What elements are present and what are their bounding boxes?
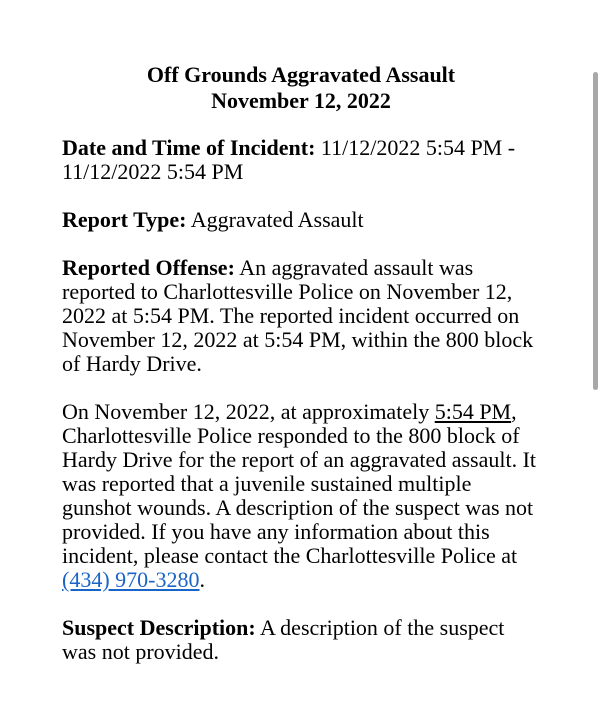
report-type-label: Report Type: <box>62 207 187 232</box>
report-type-value: Aggravated Assault <box>186 207 364 232</box>
date-time-value: 11/12/2022 5:54 PM - 11/12/2022 5:54 PM <box>62 135 516 184</box>
reported-offense-label: Reported Offense: <box>62 255 235 280</box>
scrollbar-thumb[interactable] <box>593 72 598 390</box>
narrative-intro: On November 12, 2022, at approximately <box>62 399 435 424</box>
phone-link[interactable]: (434) 970-3280 <box>62 567 200 592</box>
report-title <box>62 62 540 114</box>
narrative-time-link[interactable]: 5:54 PM <box>434 399 512 424</box>
report-type-section <box>62 208 540 232</box>
reported-offense-section <box>62 256 540 376</box>
suspect-description-section <box>62 616 540 664</box>
incident-report <box>62 62 540 688</box>
date-time-section <box>62 136 540 184</box>
title-line-2: November 12, 2022 <box>211 88 391 113</box>
date-time-label: Date and Time of Incident: <box>62 135 316 160</box>
reported-offense-value: An aggravated assault was reported to Charlottesville Police on November 12, 2022 at 5:54 PM. The reported incident occurred on November 12, 2022 at 5:54 PM, within the 800 block of Hardy Drive. <box>62 255 534 376</box>
narrative-end: . <box>199 567 205 592</box>
suspect-description-label: Suspect Description: <box>62 615 256 640</box>
narrative-body: , Charlottesville Police responded to the 800 block of Hardy Drive for the report of an aggravated assault. It was reported that a juvenile sustained multiple gunshot wounds. A description of the suspect was not provided. If you have any information about this incident, please contact the Charlottesville Police at <box>62 399 537 568</box>
narrative-section <box>62 400 540 592</box>
suspect-description-value: A description of the suspect was not provided. <box>62 615 505 664</box>
title-line-1: Off Grounds Aggravated Assault <box>146 62 456 87</box>
